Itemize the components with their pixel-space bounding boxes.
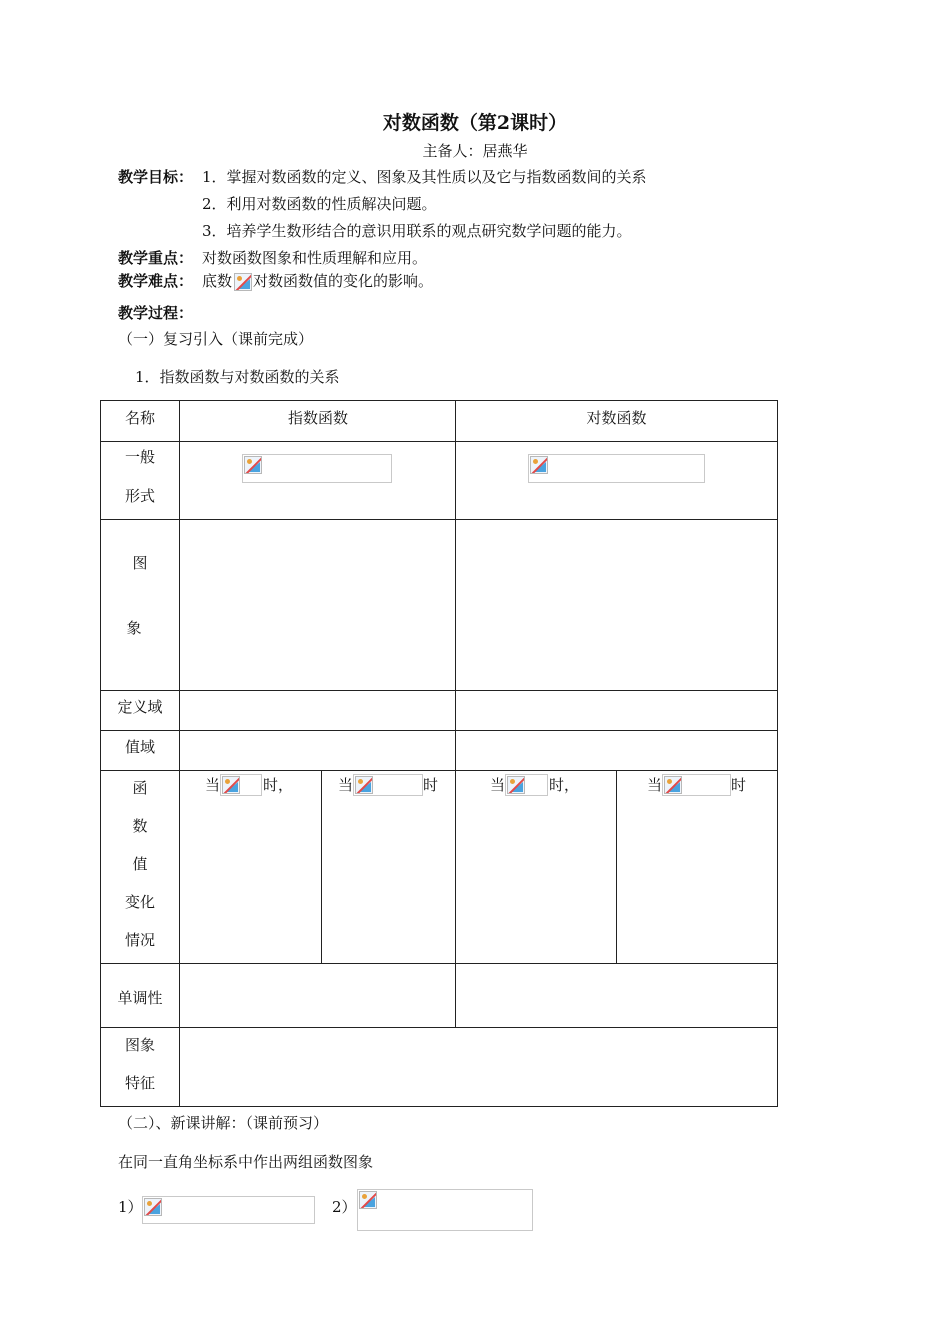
section-new-lesson: （二）、新课讲解：（课前预习） [118, 1114, 329, 1132]
graph-feature-label-1: 图象 [124, 1036, 155, 1054]
domain-label: 定义域 [117, 698, 163, 716]
log-form-image [528, 454, 705, 483]
function-group-2-image [357, 1189, 533, 1231]
key-points-label: 教学重点： [118, 249, 194, 267]
value-change-label-5: 情况 [124, 931, 155, 949]
when-label: 当 [490, 776, 506, 794]
value-change-label-3: 值 [132, 855, 148, 873]
table-row-line [100, 519, 778, 520]
function-group-1-image [142, 1196, 315, 1224]
value-change-label-4: 变化 [124, 893, 155, 911]
item-1-label: 1） [118, 1198, 143, 1216]
objective-item-1: 1．掌握对数函数的定义、图象及其性质以及它与指数函数间的关系 [202, 168, 647, 186]
formula-image-icon [222, 776, 240, 794]
table-row-line [100, 441, 778, 442]
table-border-right [777, 400, 778, 1106]
objective-item-3: 3．培养学生数形结合的意识用联系的观点研究数学问题的能力。 [202, 222, 632, 240]
exp-form-image [242, 454, 392, 483]
table-row-line [100, 730, 778, 731]
formula-image-icon [244, 456, 262, 474]
value-change-label-2: 数 [132, 817, 148, 835]
table-border-top [100, 400, 778, 401]
monotonic-label: 单调性 [117, 989, 163, 1007]
when-label: 当 [338, 776, 354, 794]
formula-image-icon [530, 456, 548, 474]
when-label: 当 [647, 776, 663, 794]
key-points-text: 对数函数图象和性质理解和应用。 [202, 249, 428, 267]
formula-image-icon [234, 273, 252, 291]
task-text: 在同一直角坐标系中作出两组函数图象 [118, 1153, 374, 1171]
time-label: 时， [263, 776, 294, 794]
formula-image-icon [355, 776, 373, 794]
table-row-line [100, 1027, 778, 1028]
table-divider-sub-exp [321, 771, 322, 963]
page-title: 对数函数（第2课时） [382, 112, 568, 134]
subsection-relation: 1．指数函数与对数函数的关系 [135, 368, 340, 386]
header-log: 对数函数 [586, 409, 647, 427]
difficulty-text-before: 底数 [202, 272, 233, 290]
time-label: 时 [731, 776, 747, 794]
when-label: 当 [205, 776, 221, 794]
table-border-bottom [100, 1106, 778, 1107]
graph-label-2: 象 [126, 619, 142, 637]
process-label: 教学过程： [118, 304, 194, 322]
header-exp: 指数函数 [287, 409, 348, 427]
objective-item-2: 2．利用对数函数的性质解决问题。 [202, 195, 437, 213]
table-row-line [100, 690, 778, 691]
general-form-label-2: 形式 [124, 487, 155, 505]
table-divider-middle [455, 400, 456, 1027]
formula-image-icon [664, 776, 682, 794]
graph-label-1: 图 [132, 554, 148, 572]
objectives-label: 教学目标： [118, 168, 194, 186]
table-row-line [100, 770, 778, 771]
difficulty-label: 教学难点： [118, 272, 194, 290]
item-2-label: 2） [332, 1198, 357, 1216]
time-label: 时 [423, 776, 439, 794]
table-divider-sub-log [616, 771, 617, 963]
section-review: （一）复习引入（课前完成） [118, 330, 314, 348]
header-name: 名称 [124, 409, 155, 427]
table-row-line [100, 963, 778, 964]
range-label: 值域 [124, 738, 155, 756]
graph-feature-label-2: 特征 [124, 1074, 155, 1092]
formula-image-icon [507, 776, 525, 794]
time-label: 时， [549, 776, 580, 794]
general-form-label-1: 一般 [124, 448, 155, 466]
formula-image-icon [144, 1198, 162, 1216]
difficulty-text-after: 对数函数值的变化的影响。 [253, 272, 434, 290]
formula-image-icon [359, 1191, 377, 1209]
author-line: 主备人：居燕华 [422, 142, 528, 160]
value-change-label-1: 函 [132, 779, 148, 797]
